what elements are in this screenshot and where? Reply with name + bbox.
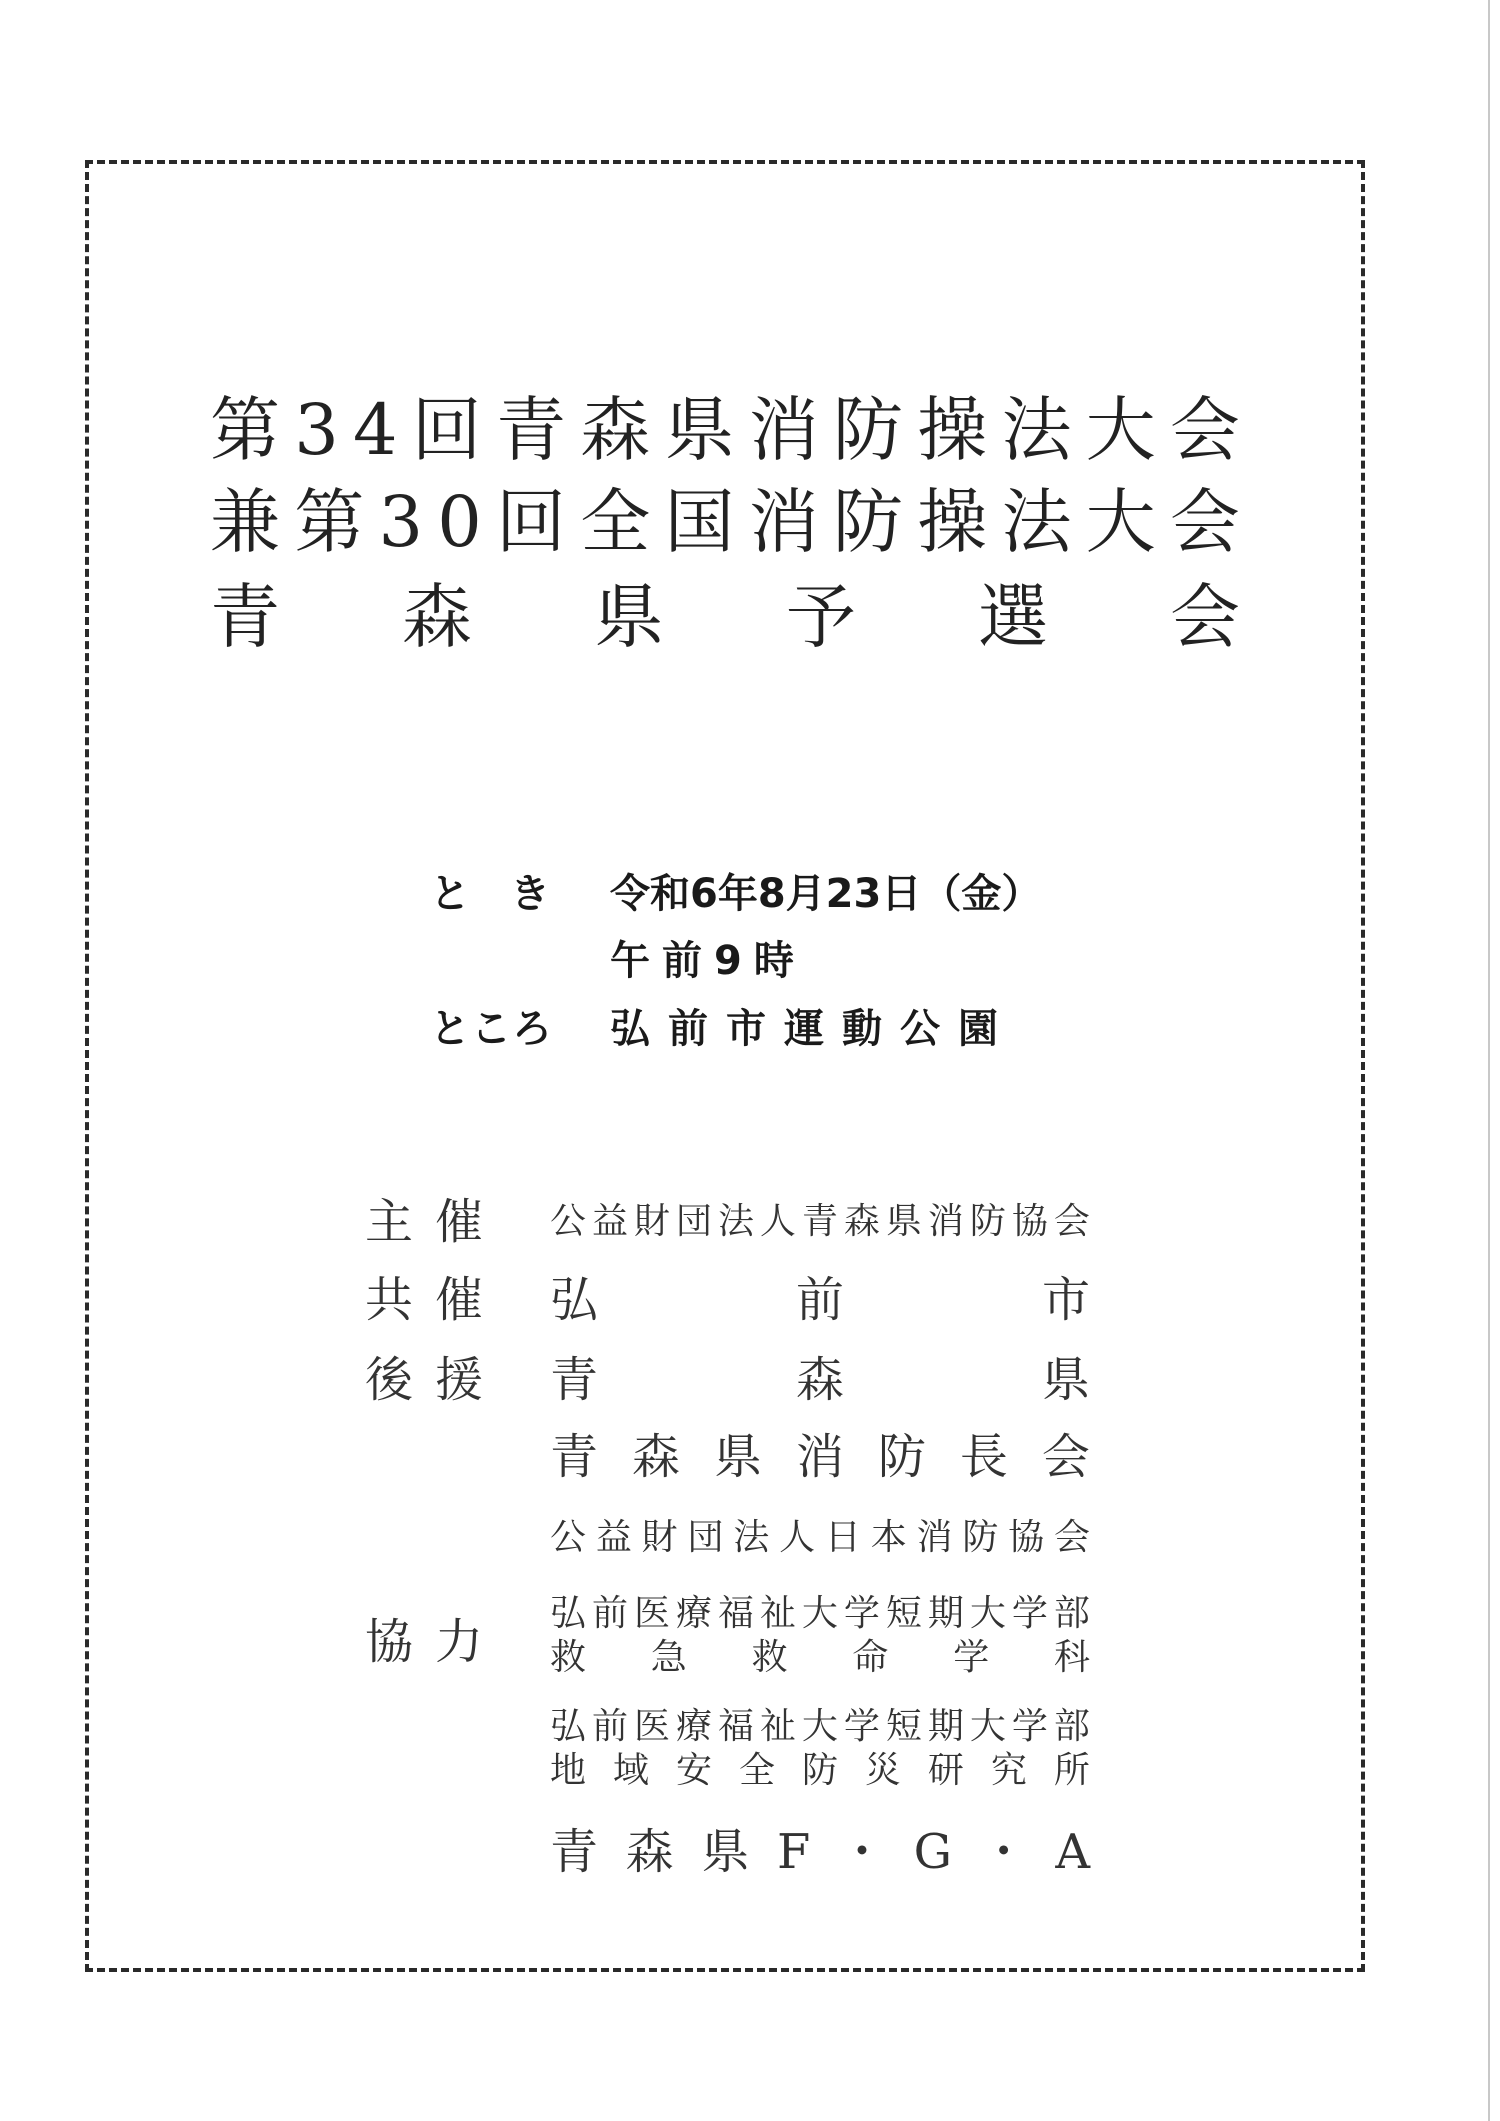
- cooperation-2-line2: 地 域 安 全 防 災 研 究 所: [550, 1750, 1090, 1791]
- page-edge: [1488, 0, 1490, 2121]
- support-name-3: 公 益 財 団 法 人 日 本 消 防 協 会: [550, 1517, 1090, 1558]
- event-place: 弘前市運動公園: [610, 1006, 1016, 1052]
- title-line-2: 兼 第 3 0 回 全 国 消 防 操 法 大 会: [210, 481, 1240, 563]
- title-line-3: 青 森 県 予 選 会: [210, 576, 1240, 658]
- cooperation-3-line1: 青 森 県 F ・ G ・ A: [550, 1824, 1090, 1880]
- support-label: 後 援: [365, 1352, 483, 1408]
- host-label: 主 催: [365, 1194, 483, 1250]
- time-label: と き: [430, 871, 550, 917]
- host-name: 公 益 財 団 法 人 青 森 県 消 防 協 会: [550, 1201, 1090, 1242]
- event-time: 午前9時: [610, 938, 806, 984]
- cohost-label: 共 催: [365, 1272, 483, 1328]
- cooperation-1-line2: 救 急 救 命 学 科: [550, 1637, 1090, 1678]
- cooperation-label: 協 力: [365, 1614, 483, 1670]
- support-name-2: 青 森 県 消 防 長 会: [550, 1429, 1090, 1485]
- event-date: 令和6年8月23日（金）: [610, 871, 1042, 917]
- title-line-1: 第 3 4 回 青 森 県 消 防 操 法 大 会: [210, 389, 1240, 471]
- support-name-1: 青 森 県: [550, 1352, 1090, 1408]
- cohost-name: 弘 前 市: [550, 1272, 1090, 1328]
- cooperation-2-line1: 弘 前 医 療 福 祉 大 学 短 期 大 学 部: [550, 1706, 1090, 1747]
- cooperation-1-line1: 弘 前 医 療 福 祉 大 学 短 期 大 学 部: [550, 1593, 1090, 1634]
- place-label: と こ ろ: [430, 1006, 552, 1052]
